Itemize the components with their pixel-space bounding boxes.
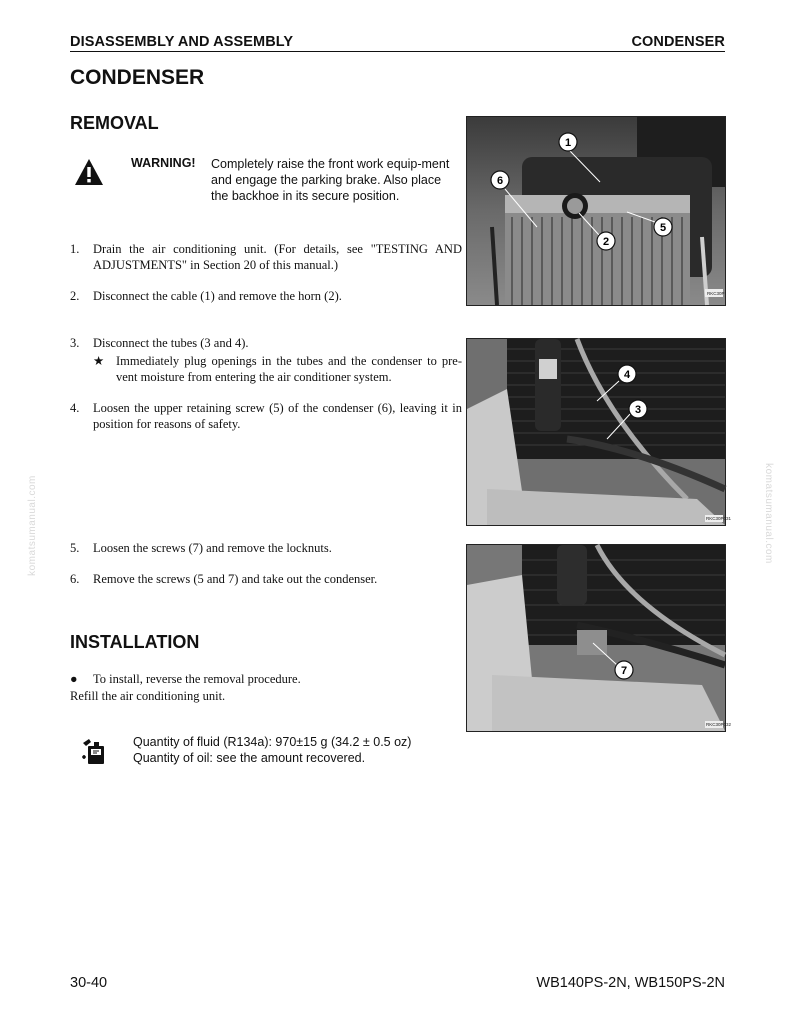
star-icon: ★ — [93, 354, 105, 368]
refill-text: Refill the air conditioning unit. — [70, 689, 226, 703]
refill-can-icon — [80, 737, 108, 772]
step-text: Loosen the screws (7) and remove the locknuts. — [93, 541, 332, 555]
svg-text:6: 6 — [496, 175, 504, 187]
header-rule — [70, 51, 725, 52]
header-section-title: DISASSEMBLY AND ASSEMBLY — [70, 34, 294, 50]
svg-text:2: 2 — [602, 236, 610, 248]
note-star — [93, 353, 462, 385]
install-bullet — [70, 671, 462, 687]
figure-code: RKC30P — [707, 291, 725, 296]
step-text: Disconnect the cable (1) and remove the horn (2). — [93, 289, 342, 303]
installation-heading: INSTALLATION — [70, 632, 200, 652]
watermark-left: komatsumanual.com — [26, 475, 38, 576]
figure-3-photo — [466, 544, 732, 732]
svg-text:1: 1 — [564, 137, 572, 149]
step-2 — [70, 288, 462, 304]
bullet-icon: ● — [70, 672, 78, 686]
note-text: Immediately plug openings in the tubes and the condenser to pre-vent moisture from entering the air conditioner system. — [116, 354, 462, 384]
step-text: Remove the screws (5 and 7) and take out the condenser. — [93, 572, 378, 586]
svg-text:7: 7 — [620, 665, 628, 677]
figure-1-photo — [466, 116, 726, 306]
step-number: 2. — [70, 289, 80, 303]
step-number: 5. — [70, 541, 80, 555]
step-text: Disconnect the tubes (3 and 4). — [93, 336, 249, 350]
step-number: 6. — [70, 572, 80, 586]
warning-label: WARNING! — [131, 156, 196, 170]
svg-text:3: 3 — [634, 404, 642, 416]
model-names: WB140PS-2N, WB150PS-2N — [536, 975, 725, 991]
step-1 — [70, 241, 462, 273]
step-text: Drain the air conditioning unit. (For details, see "TESTING AND ADJUSTMENTS" in Section 20 of this manual.) — [93, 242, 462, 272]
header-topic-title: CONDENSER — [631, 34, 725, 50]
bullet-text: To install, reverse the removal procedure. — [93, 672, 301, 686]
figure-code: RKC30P031 — [706, 516, 732, 521]
step-5 — [70, 540, 462, 556]
page-number: 30-40 — [70, 975, 108, 991]
warning-text: Completely raise the front work equip-ment and engage the parking brake. Also place the backhoe in its secure position. — [211, 157, 450, 203]
step-number: 1. — [70, 242, 80, 256]
removal-heading: REMOVAL — [70, 113, 159, 133]
warning-triangle-icon — [74, 158, 104, 191]
step-3 — [70, 335, 462, 351]
step-text: Loosen the upper retaining screw (5) of the condenser (6), leaving it in position for reasons of safety. — [93, 401, 462, 431]
fluid-quantity — [133, 734, 411, 766]
step-number: 3. — [70, 336, 80, 350]
fluid-quantity-line: Quantity of fluid (R134a): 970±15 g (34.2 ± 0.5 oz) — [133, 735, 412, 749]
step-number: 4. — [70, 401, 80, 415]
step-6 — [70, 571, 462, 587]
svg-text:5: 5 — [659, 222, 667, 234]
step-4 — [70, 400, 462, 432]
page-title: CONDENSER — [70, 66, 205, 89]
figure-code: RKC30P032 — [706, 722, 732, 727]
figure-2-photo — [466, 338, 732, 526]
watermark-right: komatsumanual.com — [762, 463, 774, 564]
oil-quantity-line: Quantity of oil: see the amount recovered. — [133, 751, 366, 765]
svg-text:4: 4 — [623, 369, 631, 381]
